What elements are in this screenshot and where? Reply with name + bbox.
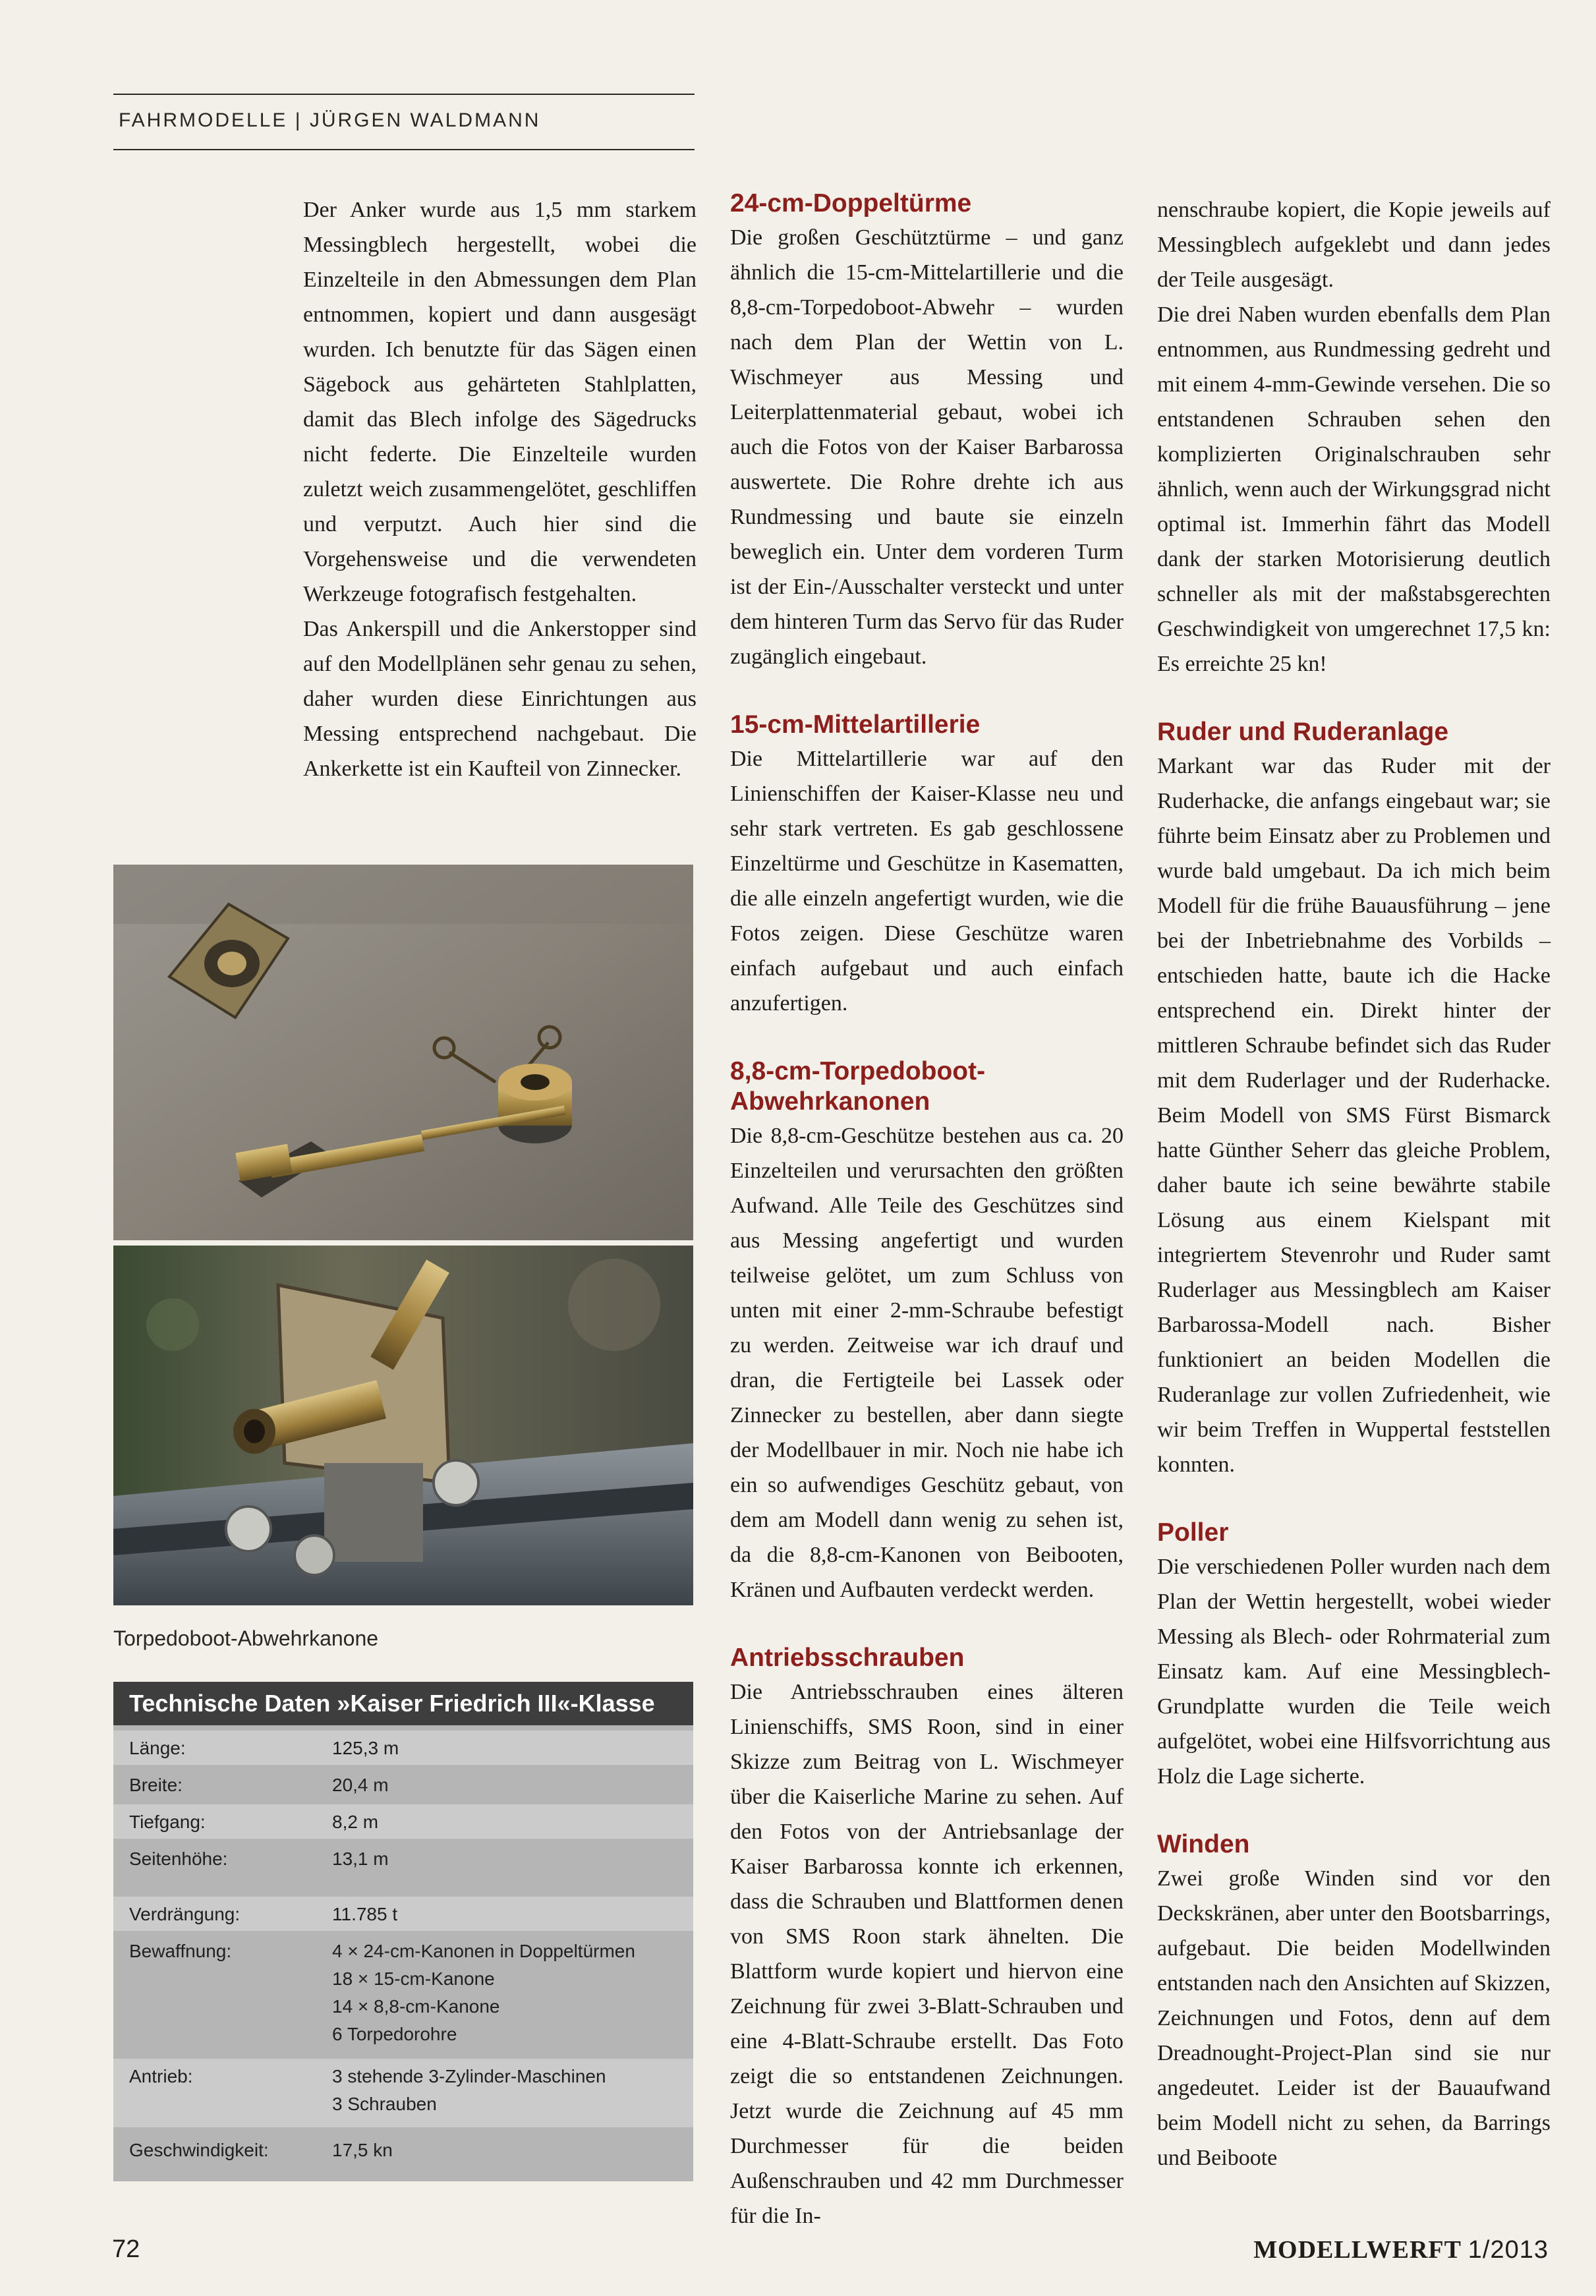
table-row-key: Verdrängung: [129,1904,241,1924]
heading-winden: Winden [1157,1830,1250,1858]
heading-doppeltuerme: 24-cm-Doppeltürme [730,189,972,217]
technical-data-table [113,1682,693,2181]
table-row-key: Antrieb: [129,2066,193,2086]
col3-paragraph-3: Markant war das Ruder mit der Ruderhacke, die anfangs eingebaut war; sie führte beim Einsatz aber zu Problemen und wurde bald umgebaut. Da ich mich beim Modell für die frühe Bauausführung – jene bei der Inbetriebnahme des Vorbilds – entschieden hatte, baute ich die Hacke entsprechend ein. Direkt hinter der mittleren Schraube befindet sich das Ruder mit dem Ruderlager und der Ruderhacke. Beim Modell von SMS Fürst Bismarck hatte Günther Seherr das gleiche Problem, daher baute ich seine bewährte stabile Lösung aus einem Kielspant mit integriertem Stevenrohr und Ruder samt Ruderlager aus Messingblech am Kaiser Barbarossa-Modell nach. Bisher funktioniert an beiden Modellen die Ruderanlage zur vollen Zufriedenheit, wie wir beim Treffen in Wuppertal feststellen konnten. [1157,754,1551,1477]
armament-line-3: 14 × 8,8-cm-Kanone [332,1996,500,2017]
magazine-name: MODELLWERFT [1253,2236,1462,2264]
table-row-value: 17,5 kn [332,2140,393,2160]
table-row-key: Länge: [129,1738,186,1758]
table-row-key: Bewaffnung: [129,1941,232,1961]
column-1 [303,192,697,786]
table-row-value: 125,3 m [332,1738,399,1758]
col1-paragraph-1: Der Anker wurde aus 1,5 mm starkem Messingblech hergestellt, wobei die Einzelteile in den Abmessungen dem Plan entnommen, kopiert und dann ausgesägt wurden. Ich benutzte für das Sägen einen Sägebock aus gehärteten Stahlplatten, damit das Blech infolge des Sägedrucks nicht federte. Die Einzelteile wurden zuletzt weich zusammengelötet, geschliffen und verputzt. Auch hier sind die Vorgehensweise und die verwendeten Werkzeuge fotografisch festgehalten. [303,198,697,606]
col2-paragraph-2: Die Mittelartillerie war auf den Linienschiffen der Kaiser-Klasse neu und sehr stark vertreten. Es gab geschlossene Einzeltürme und Geschütze in Kasematten, die alle einzeln angefertigt wurden, wie die Fotos zeigen. Diese Geschütze waren einfach aufgebaut und auch einfach anzufertigen. [730,747,1124,1016]
photo-gun-in-vise-image [113,1246,693,1605]
table-row-value: 13,1 m [332,1849,389,1869]
heading-ruder: Ruder und Ruderanlage [1157,718,1449,746]
col1-paragraph-2: Das Ankerspill und die Ankerstopper sind auf den Modellplänen sehr genau zu sehen, daher wurden diese Einrichtungen aus Messing entsprechend nachgebaut. Die Ankerkette ist ein Kaufteil von Zinnecker. [303,617,697,781]
col3-paragraph-2: Die drei Naben wurden ebenfalls dem Plan entnommen, aus Rundmessing gedreht und mit einem 4-mm-Gewinde versehen. Die so entstandenen Schrauben sehen den komplizierten Originalschrauben sehr ähnlich, wenn auch der Wirkungsgrad nicht optimal ist. Immerhin fährt das Modell dank der starken Motorisierung deutlich schneller als mit der maßstabsgerechten Geschwindigkeit von umgerechnet 17,5 kn: Es erreichte 25 kn! [1157,302,1551,676]
table-row-key: Geschwindigkeit: [129,2140,269,2160]
magazine-issue: 1/2013 [1468,2236,1549,2264]
table-row-value: 20,4 m [332,1775,389,1795]
table-row-key: Breite: [129,1775,183,1795]
table-title: Technische Daten »Kaiser Friedrich III«-Klasse [113,1682,693,1725]
armament-line-1: 4 × 24-cm-Kanonen in Doppeltürmen [332,1941,635,1961]
photo-gun-parts [113,865,693,1240]
table-row-value [332,1937,635,2048]
header-rule-top [113,94,695,95]
col2-paragraph-3: Die 8,8-cm-Geschütze bestehen aus ca. 20 Einzelteilen und verursachten den größten Aufwand. Alle Teile des Geschützes sind aus Messing angefertigt und wurden teilweise gelötet, um zum Schluss von unten mit einer 2-mm-Schraube befestigt zu werden. Zeitweise war ich drauf und dran, die Fertigteile bei Lassek oder Zinnecker zu bestellen, aber dann siegte der Modellbauer in mir. Noch nie habe ich ein so aufwendiges Geschütz gebaut, von dem am Modell dann wenig zu sehen ist, da die 8,8-cm-Kanonen von Beibooten, Kränen und Aufbauten verdeckt werden. [730,1124,1124,1602]
heading-poller: Poller [1157,1518,1229,1547]
column-2 [730,188,1124,2233]
column-3 [1157,192,1551,2175]
table-row-value [332,2063,606,2118]
table-row [113,1804,693,1839]
heading-torpedoboot-abwehr: 8,8-cm-Torpedoboot-Abwehrkanonen [730,1057,986,1116]
heading-antriebsschrauben: Antriebsschrauben [730,1644,965,1672]
table-row [113,1767,693,1802]
photo-gun-parts-image [113,865,693,1240]
table-row [113,1897,693,1931]
photo-caption: Torpedoboot-Abwehrkanone [113,1626,379,1650]
col2-paragraph-4: Die Antriebsschrauben eines älteren Linienschiffs, SMS Roon, sind in einer Skizze zum Beitrag von L. Wischmeyer über die Kaiserliche Marine zu sehen. Auf den Fotos von der Antriebsanlage der Kaiser Barbarossa konnte ich erkennen, dass die Schrauben und Blattformen denen von SMS Roon stark ähnelten. Die Blattform wurde kopiert und hiervon eine Zeichnung für zwei 3-Blatt-Schrauben und eine 4-Blatt-Schraube erstellt. Das Foto zeigt die so entstandenen Zeichnungen. Jetzt wurde die Zeichnung auf 45 mm Durchmesser für die beiden Außenschrauben und 42 mm Durchmesser für die In- [730,1680,1124,2228]
page-number: 72 [112,2235,140,2263]
magazine-footer [1253,2235,1549,2264]
photo-gun-in-vise [113,1246,693,1605]
col3-paragraph-1: nenschraube kopiert, die Kopie jeweils auf Messingblech aufgeklebt und dann jedes der Teile ausgesägt. [1157,198,1551,292]
armament-line-2: 18 × 15-cm-Kanone [332,1968,495,1989]
table-row-value: 11.785 t [332,1904,398,1924]
propulsion-line-2: 3 Schrauben [332,2094,437,2114]
header-rule-bottom [113,149,695,150]
running-head: FAHRMODELLE | JÜRGEN WALDMANN [119,109,541,131]
propulsion-line-1: 3 stehende 3-Zylinder-Maschinen [332,2066,606,2086]
table-row-key: Seitenhöhe: [129,1849,228,1869]
armament-line-4: 6 Torpedorohre [332,2024,457,2044]
col3-paragraph-5: Zwei große Winden sind vor den Deckskränen, aber unter den Bootsbarrings, aufgebaut. Die beiden Modellwinden entstanden nach den Ansichten auf Skizzen, Zeichnungen und Fotos, denn auf dem Dreadnought-Project-Plan sind sie nur angedeutet. Leider ist der Bauaufwand beim Modell nicht zu sehen, da Barrings und Beiboote [1157,1866,1551,2170]
table-row-key: Tiefgang: [129,1812,206,1832]
table-row-value: 8,2 m [332,1812,379,1832]
col2-paragraph-1: Die großen Geschütztürme – und ganz ähnlich die 15-cm-Mittelartillerie und die 8,8-cm-Torpedoboot-Abwehr – wurden nach dem Plan der Wettin von L. Wischmeyer aus Messing und Leiterplattenmaterial gebaut, wobei ich auch die Fotos von der Kaiser Barbarossa auswertete. Die Rohre drehte ich aus Rundmessing und baute sie einzeln beweglich ein. Unter dem vorderen Turm ist der Ein-/Ausschalter versteckt und unter dem hinteren Turm das Servo für das Ruder zugänglich eingebaut. [730,225,1124,669]
table-row [113,1841,693,1876]
heading-mittelartillerie: 15-cm-Mittelartillerie [730,710,981,739]
table-row [113,2059,693,2127]
col3-paragraph-4: Die verschiedenen Poller wurden nach dem Plan der Wettin hergestellt, wobei wieder Messing als Blech- oder Rohrmaterial zum Einsatz kam. Auf eine Messingblech-Grundplatte wurden die Teile weich aufgelötet, wobei eine Hilfsvorrichtung aus Holz die Lage sicherte. [1157,1555,1551,1789]
table-row [113,1934,693,2056]
table-row [113,1731,693,1765]
table-row [113,2133,693,2172]
